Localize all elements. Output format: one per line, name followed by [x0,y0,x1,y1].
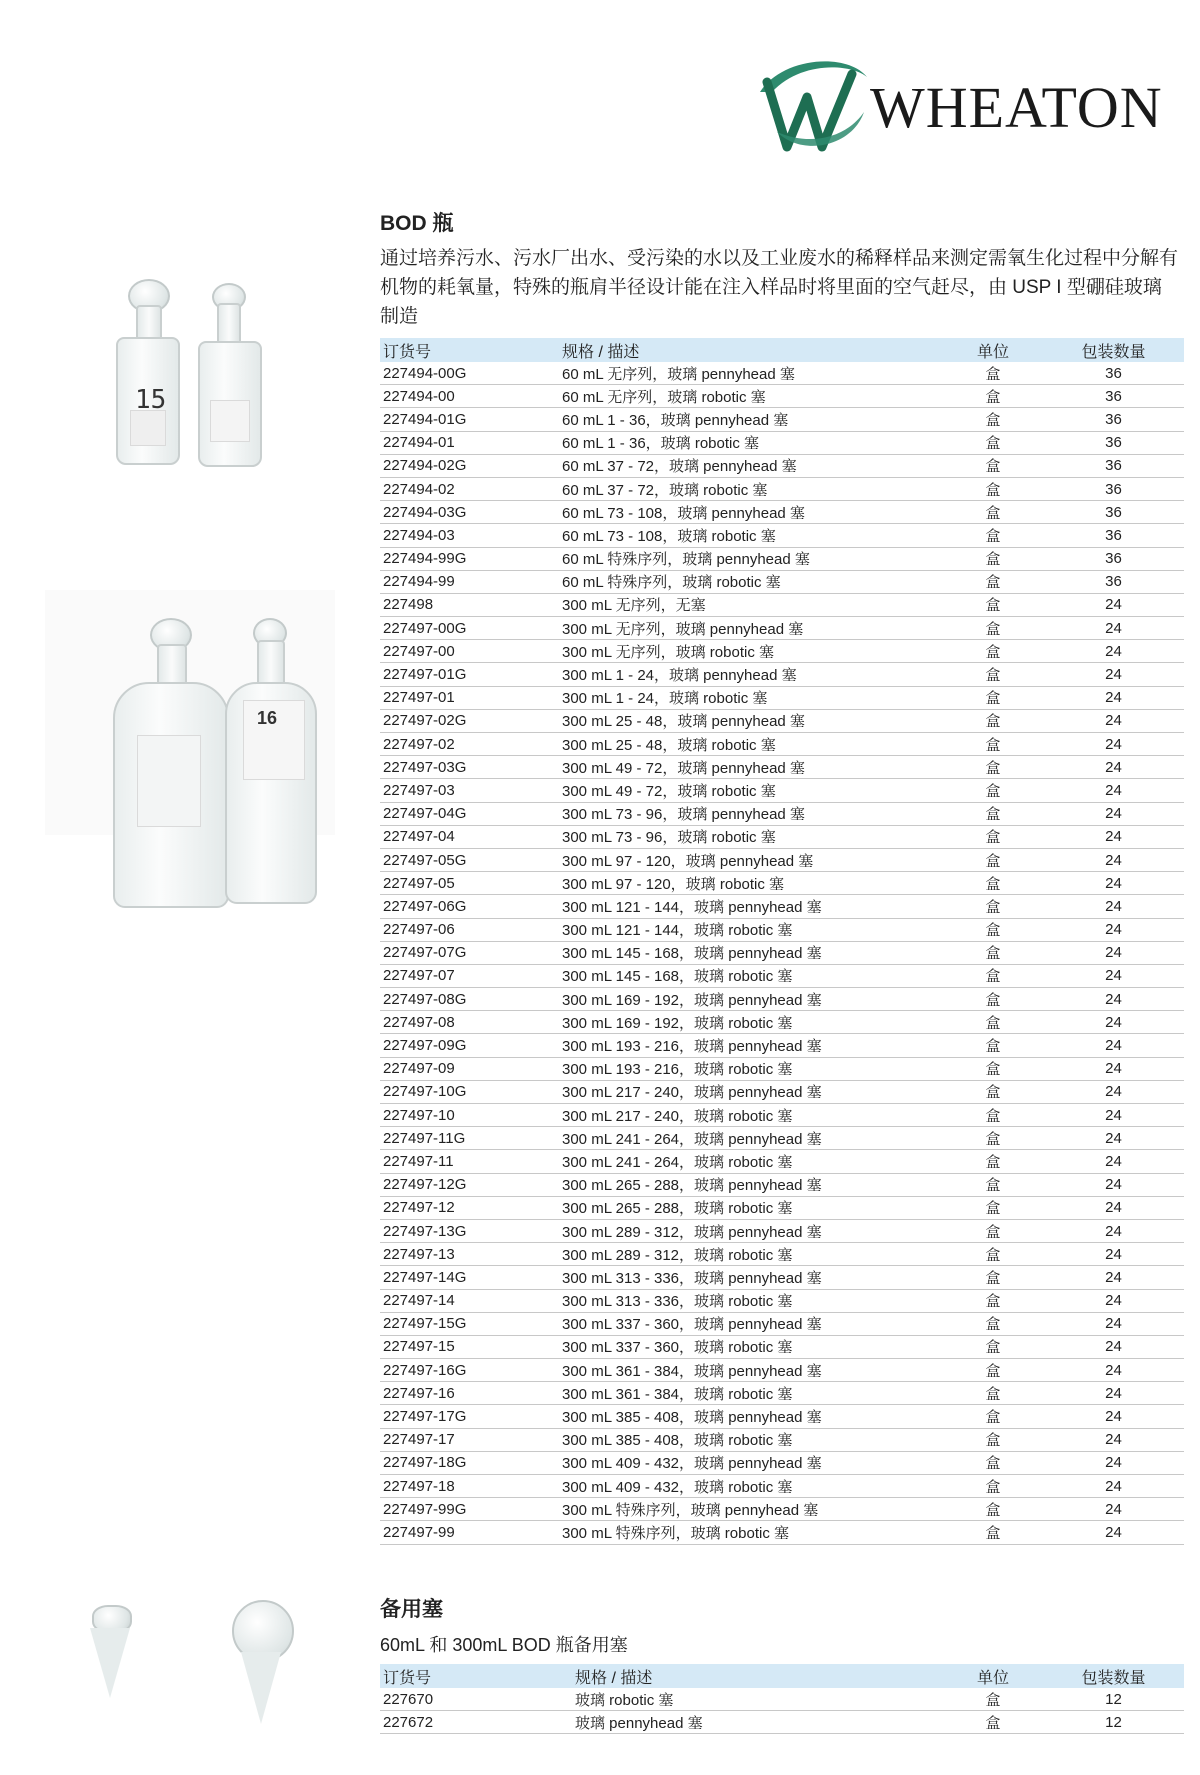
description-cell: 300 mL 217 - 240，玻璃 pennyhead 塞 [559,1080,943,1103]
order-number-cell: 227497-11G [380,1127,559,1150]
pack-quantity-cell: 24 [1043,1312,1184,1335]
pack-quantity-cell: 24 [1043,779,1184,802]
pack-quantity-cell: 24 [1043,640,1184,663]
description-cell: 300 mL 1 - 24，玻璃 robotic 塞 [559,686,943,709]
description-cell: 60 mL 37 - 72，玻璃 pennyhead 塞 [559,454,943,477]
unit-cell: 盒 [943,1711,1043,1734]
table-row [380,1335,1184,1358]
description-cell: 60 mL 73 - 108，玻璃 pennyhead 塞 [559,501,943,524]
bottle-label [137,735,201,827]
unit-cell: 盒 [943,1173,1043,1196]
unit-cell: 盒 [943,593,1043,616]
table-row [380,1312,1184,1335]
bottle-label [130,410,166,446]
unit-cell: 盒 [943,570,1043,593]
column-header: 订货号 [383,1669,432,1687]
order-number-cell: 227494-01G [380,408,559,431]
order-number-cell: 227497-99 [380,1521,559,1544]
unit-cell: 盒 [943,1312,1043,1335]
pack-quantity-cell: 24 [1043,663,1184,686]
bod-section [380,207,1180,1545]
table-row [380,1243,1184,1266]
order-number-cell: 227670 [380,1688,572,1711]
order-number-cell: 227497-02 [380,733,559,756]
order-number-cell: 227494-99 [380,570,559,593]
pack-quantity-cell: 24 [1043,1521,1184,1544]
wheaton-logo [752,52,1172,162]
description-cell: 300 mL 313 - 336，玻璃 pennyhead 塞 [559,1266,943,1289]
description-cell: 300 mL 409 - 432，玻璃 pennyhead 塞 [559,1451,943,1474]
order-number-cell: 227497-12 [380,1196,559,1219]
table-row [380,1359,1184,1382]
description-cell: 300 mL 337 - 360，玻璃 robotic 塞 [559,1335,943,1358]
table-row [380,709,1184,732]
bottle-label [210,400,250,442]
table-row [380,964,1184,987]
table-body [380,1688,1184,1734]
section-title: BOD 瓶 [380,212,454,235]
order-number-cell: 227497-14 [380,1289,559,1312]
order-number-cell: 227497-00 [380,640,559,663]
order-number-cell: 227494-03G [380,501,559,524]
table-row [380,362,1184,385]
table-row [380,1428,1184,1451]
description-cell: 300 mL 409 - 432，玻璃 robotic 塞 [559,1475,943,1498]
description-cell: 300 mL 313 - 336，玻璃 robotic 塞 [559,1289,943,1312]
pack-quantity-cell: 24 [1043,872,1184,895]
pack-quantity-cell: 24 [1043,593,1184,616]
stopper-taper [241,1652,281,1724]
bottle-photo-300ml [45,590,335,835]
description-cell: 60 mL 37 - 72，玻璃 robotic 塞 [559,477,943,500]
pack-quantity-cell: 24 [1043,1150,1184,1173]
unit-cell: 盒 [943,1034,1043,1057]
description-cell: 300 mL 385 - 408，玻璃 robotic 塞 [559,1428,943,1451]
pack-quantity-cell: 24 [1043,733,1184,756]
order-number-cell: 227494-02 [380,477,559,500]
bottle-photo-60ml [110,275,270,485]
unit-cell: 盒 [943,941,1043,964]
order-number-cell: 227494-03 [380,524,559,547]
column-header: 订货号 [383,343,432,361]
order-number-cell: 227497-05G [380,848,559,871]
description-cell: 300 mL 121 - 144，玻璃 pennyhead 塞 [559,895,943,918]
pack-quantity-cell: 24 [1043,941,1184,964]
order-number-cell: 227497-06 [380,918,559,941]
unit-cell: 盒 [943,1475,1043,1498]
unit-cell: 盒 [943,362,1043,385]
pack-quantity-cell: 24 [1043,709,1184,732]
pack-quantity-cell: 24 [1043,988,1184,1011]
table-row [380,547,1184,570]
table-row [380,733,1184,756]
description-cell: 300 mL 289 - 312，玻璃 robotic 塞 [559,1243,943,1266]
table-row [380,918,1184,941]
order-number-cell: 227497-18G [380,1451,559,1474]
order-number-cell: 227497-09 [380,1057,559,1080]
order-number-cell: 227494-01 [380,431,559,454]
order-number-cell: 227497-04 [380,825,559,848]
column-header: 规格 / 描述 [575,1669,653,1687]
order-number-cell: 227497-07 [380,964,559,987]
pack-quantity-cell: 24 [1043,1011,1184,1034]
description-cell: 60 mL 无序列，玻璃 pennyhead 塞 [559,362,943,385]
order-number-cell: 227497-08G [380,988,559,1011]
unit-cell: 盒 [943,663,1043,686]
pack-quantity-cell: 24 [1043,1359,1184,1382]
pack-quantity-cell: 24 [1043,1243,1184,1266]
order-number-cell: 227497-15 [380,1335,559,1358]
table-row [380,1451,1184,1474]
unit-cell: 盒 [943,1266,1043,1289]
description-cell: 300 mL 193 - 216，玻璃 pennyhead 塞 [559,1034,943,1057]
unit-cell: 盒 [943,431,1043,454]
table-row [380,454,1184,477]
table-row [380,1057,1184,1080]
table-row [380,617,1184,640]
pack-quantity-cell: 24 [1043,1127,1184,1150]
unit-cell: 盒 [943,1382,1043,1405]
unit-cell: 盒 [943,686,1043,709]
pack-quantity-cell: 24 [1043,1405,1184,1428]
unit-cell: 盒 [943,1243,1043,1266]
order-number-cell: 227497-09G [380,1034,559,1057]
unit-cell: 盒 [943,733,1043,756]
order-number-cell: 227497-16G [380,1359,559,1382]
unit-cell: 盒 [943,547,1043,570]
bottle-number: 16 [257,708,278,728]
description-cell: 300 mL 121 - 144，玻璃 robotic 塞 [559,918,943,941]
order-number-cell: 227497-06G [380,895,559,918]
table-header-row [380,1664,1184,1688]
unit-cell: 盒 [943,848,1043,871]
order-number-cell: 227494-00G [380,362,559,385]
table-row [380,1382,1184,1405]
description-cell: 300 mL 169 - 192，玻璃 pennyhead 塞 [559,988,943,1011]
table-row [380,1405,1184,1428]
table-row [380,988,1184,1011]
pack-quantity-cell: 24 [1043,1289,1184,1312]
description-cell: 300 mL 241 - 264，玻璃 pennyhead 塞 [559,1127,943,1150]
table-row [380,1150,1184,1173]
description-cell: 300 mL 361 - 384，玻璃 pennyhead 塞 [559,1359,943,1382]
description-cell: 300 mL 169 - 192，玻璃 robotic 塞 [559,1011,943,1034]
description-cell: 300 mL 25 - 48，玻璃 pennyhead 塞 [559,709,943,732]
unit-cell: 盒 [943,477,1043,500]
column-header: 规格 / 描述 [562,343,640,361]
pack-quantity-cell: 24 [1043,1057,1184,1080]
description-cell: 300 mL 无序列，玻璃 robotic 塞 [559,640,943,663]
description-cell: 300 mL 特殊序列，玻璃 robotic 塞 [559,1521,943,1544]
table-row [380,1173,1184,1196]
table-row [380,1104,1184,1127]
table-row [380,1521,1184,1544]
unit-cell: 盒 [943,501,1043,524]
table-row [380,640,1184,663]
description-cell: 300 mL 265 - 288，玻璃 robotic 塞 [559,1196,943,1219]
order-number-cell: 227672 [380,1711,572,1734]
unit-cell: 盒 [943,1335,1043,1358]
order-number-cell: 227497-05 [380,872,559,895]
order-number-cell: 227497-14G [380,1266,559,1289]
pack-quantity-cell: 12 [1043,1711,1184,1734]
stopper-product-table [380,1664,1184,1734]
description-cell: 300 mL 97 - 120，玻璃 robotic 塞 [559,872,943,895]
order-number-cell: 227497-10 [380,1104,559,1127]
order-number-cell: 227497-01 [380,686,559,709]
table-row [380,477,1184,500]
description-cell: 300 mL 无序列，无塞 [559,593,943,616]
unit-cell: 盒 [943,918,1043,941]
unit-cell: 盒 [943,756,1043,779]
pack-quantity-cell: 36 [1043,454,1184,477]
description-cell: 300 mL 241 - 264，玻璃 robotic 塞 [559,1150,943,1173]
table-row [380,1498,1184,1521]
description-cell: 300 mL 97 - 120，玻璃 pennyhead 塞 [559,848,943,871]
stopper-photo [80,1600,320,1740]
pack-quantity-cell: 24 [1043,686,1184,709]
description-cell: 60 mL 1 - 36，玻璃 pennyhead 塞 [559,408,943,431]
pack-quantity-cell: 36 [1043,501,1184,524]
pack-quantity-cell: 36 [1043,362,1184,385]
pack-quantity-cell: 24 [1043,1498,1184,1521]
section-description: 通过培养污水、污水厂出水、受污染的水以及工业废水的稀释样品来测定需氧生化过程中分解有机物的耗氧量，特殊的瓶肩半径设计能在注入样品时将里面的空气赶尽，由 USP I 型硼硅玻璃制造 [380,248,1179,327]
pack-quantity-cell: 24 [1043,802,1184,825]
pack-quantity-cell: 24 [1043,617,1184,640]
table-row [380,1034,1184,1057]
order-number-cell: 227494-00 [380,385,559,408]
unit-cell: 盒 [943,1405,1043,1428]
table-row [380,1688,1184,1711]
section-title: 备用塞 [380,1598,443,1621]
unit-cell: 盒 [943,385,1043,408]
unit-cell: 盒 [943,1057,1043,1080]
pack-quantity-cell: 24 [1043,918,1184,941]
description-cell: 300 mL 289 - 312，玻璃 pennyhead 塞 [559,1219,943,1242]
pack-quantity-cell: 36 [1043,431,1184,454]
stopper-taper [90,1628,130,1698]
table-row [380,385,1184,408]
order-number-cell: 227497-15G [380,1312,559,1335]
unit-cell: 盒 [943,1011,1043,1034]
unit-cell: 盒 [943,1688,1043,1711]
table-row [380,1475,1184,1498]
column-header: 包装数量 [1081,343,1146,361]
description-cell: 300 mL 217 - 240，玻璃 robotic 塞 [559,1104,943,1127]
description-cell: 300 mL 特殊序列，玻璃 pennyhead 塞 [559,1498,943,1521]
pack-quantity-cell: 24 [1043,1196,1184,1219]
pack-quantity-cell: 36 [1043,477,1184,500]
table-row [380,686,1184,709]
order-number-cell: 227497-18 [380,1475,559,1498]
order-number-cell: 227497-02G [380,709,559,732]
order-number-cell: 227497-99G [380,1498,559,1521]
bod-product-table [380,338,1184,1545]
unit-cell: 盒 [943,408,1043,431]
pack-quantity-cell: 24 [1043,1080,1184,1103]
table-row [380,825,1184,848]
order-number-cell: 227497-16 [380,1382,559,1405]
unit-cell: 盒 [943,1196,1043,1219]
pack-quantity-cell: 12 [1043,1688,1184,1711]
table-row [380,779,1184,802]
unit-cell: 盒 [943,1104,1043,1127]
table-body [380,362,1184,1544]
unit-cell: 盒 [943,895,1043,918]
order-number-cell: 227497-13 [380,1243,559,1266]
pack-quantity-cell: 24 [1043,895,1184,918]
table-row [380,895,1184,918]
pack-quantity-cell: 24 [1043,1475,1184,1498]
table-row [380,1289,1184,1312]
description-cell: 玻璃 pennyhead 塞 [572,1711,943,1734]
table-row [380,431,1184,454]
order-number-cell: 227498 [380,593,559,616]
unit-cell: 盒 [943,779,1043,802]
order-number-cell: 227497-07G [380,941,559,964]
order-number-cell: 227494-99G [380,547,559,570]
unit-cell: 盒 [943,802,1043,825]
pack-quantity-cell: 24 [1043,1034,1184,1057]
pack-quantity-cell: 24 [1043,1428,1184,1451]
table-row [380,941,1184,964]
unit-cell: 盒 [943,1219,1043,1242]
table-row [380,1080,1184,1103]
description-cell: 300 mL 49 - 72，玻璃 robotic 塞 [559,779,943,802]
order-number-cell: 227497-03G [380,756,559,779]
table-row [380,802,1184,825]
pack-quantity-cell: 24 [1043,1335,1184,1358]
table-row [380,756,1184,779]
order-number-cell: 227497-10G [380,1080,559,1103]
description-cell: 300 mL 385 - 408，玻璃 pennyhead 塞 [559,1405,943,1428]
order-number-cell: 227497-01G [380,663,559,686]
unit-cell: 盒 [943,524,1043,547]
description-cell: 60 mL 73 - 108，玻璃 robotic 塞 [559,524,943,547]
order-number-cell: 227497-17G [380,1405,559,1428]
pack-quantity-cell: 24 [1043,1266,1184,1289]
description-cell: 300 mL 73 - 96，玻璃 pennyhead 塞 [559,802,943,825]
order-number-cell: 227497-00G [380,617,559,640]
section-description: 60mL 和 300mL BOD 瓶备用塞 [380,1635,628,1655]
table-row [380,1127,1184,1150]
table-row [380,408,1184,431]
unit-cell: 盒 [943,1359,1043,1382]
unit-cell: 盒 [943,1498,1043,1521]
pack-quantity-cell: 24 [1043,1104,1184,1127]
unit-cell: 盒 [943,1521,1043,1544]
unit-cell: 盒 [943,1289,1043,1312]
unit-cell: 盒 [943,1451,1043,1474]
order-number-cell: 227497-13G [380,1219,559,1242]
description-cell: 60 mL 特殊序列，玻璃 robotic 塞 [559,570,943,593]
pack-quantity-cell: 24 [1043,964,1184,987]
description-cell: 300 mL 361 - 384，玻璃 robotic 塞 [559,1382,943,1405]
pack-quantity-cell: 24 [1043,756,1184,779]
table-row [380,1219,1184,1242]
order-number-cell: 227497-17 [380,1428,559,1451]
table-row [380,1711,1184,1734]
table-row [380,1196,1184,1219]
pack-quantity-cell: 36 [1043,570,1184,593]
table-row [380,524,1184,547]
description-cell: 300 mL 337 - 360，玻璃 pennyhead 塞 [559,1312,943,1335]
description-cell: 300 mL 25 - 48，玻璃 robotic 塞 [559,733,943,756]
table-row [380,570,1184,593]
description-cell: 300 mL 145 - 168，玻璃 robotic 塞 [559,964,943,987]
column-header: 单位 [976,1669,1009,1687]
pack-quantity-cell: 24 [1043,1219,1184,1242]
description-cell: 300 mL 193 - 216，玻璃 robotic 塞 [559,1057,943,1080]
pack-quantity-cell: 36 [1043,385,1184,408]
table-row [380,1011,1184,1034]
table-row [380,1266,1184,1289]
column-header: 单位 [976,343,1009,361]
description-cell: 300 mL 265 - 288，玻璃 pennyhead 塞 [559,1173,943,1196]
order-number-cell: 227497-03 [380,779,559,802]
description-cell: 300 mL 1 - 24，玻璃 pennyhead 塞 [559,663,943,686]
pack-quantity-cell: 36 [1043,408,1184,431]
unit-cell: 盒 [943,1428,1043,1451]
unit-cell: 盒 [943,709,1043,732]
pack-quantity-cell: 36 [1043,547,1184,570]
pack-quantity-cell: 24 [1043,1451,1184,1474]
column-header: 包装数量 [1081,1669,1146,1687]
unit-cell: 盒 [943,964,1043,987]
pack-quantity-cell: 24 [1043,1382,1184,1405]
brand-name: WHEATON [870,75,1163,140]
pack-quantity-cell: 24 [1043,848,1184,871]
order-number-cell: 227494-02G [380,454,559,477]
table-row [380,872,1184,895]
description-cell: 60 mL 1 - 36，玻璃 robotic 塞 [559,431,943,454]
table-row [380,848,1184,871]
table-header-row [380,338,1184,362]
description-cell: 玻璃 robotic 塞 [572,1688,943,1711]
stopper-section [380,1593,1180,1734]
description-cell: 300 mL 无序列，玻璃 pennyhead 塞 [559,617,943,640]
table-row [380,593,1184,616]
pack-quantity-cell: 36 [1043,524,1184,547]
description-cell: 60 mL 特殊序列，玻璃 pennyhead 塞 [559,547,943,570]
bottle-number: 15 [135,385,167,415]
order-number-cell: 227497-08 [380,1011,559,1034]
description-cell: 300 mL 49 - 72，玻璃 pennyhead 塞 [559,756,943,779]
wheaton-swoosh-icon [752,52,872,157]
pack-quantity-cell: 24 [1043,825,1184,848]
unit-cell: 盒 [943,454,1043,477]
table-row [380,663,1184,686]
description-cell: 300 mL 73 - 96，玻璃 robotic 塞 [559,825,943,848]
unit-cell: 盒 [943,1080,1043,1103]
unit-cell: 盒 [943,1150,1043,1173]
description-cell: 60 mL 无序列，玻璃 robotic 塞 [559,385,943,408]
unit-cell: 盒 [943,825,1043,848]
pack-quantity-cell: 24 [1043,1173,1184,1196]
description-cell: 300 mL 145 - 168，玻璃 pennyhead 塞 [559,941,943,964]
unit-cell: 盒 [943,640,1043,663]
unit-cell: 盒 [943,872,1043,895]
order-number-cell: 227497-04G [380,802,559,825]
unit-cell: 盒 [943,988,1043,1011]
table-row [380,501,1184,524]
order-number-cell: 227497-11 [380,1150,559,1173]
unit-cell: 盒 [943,1127,1043,1150]
unit-cell: 盒 [943,617,1043,640]
order-number-cell: 227497-12G [380,1173,559,1196]
